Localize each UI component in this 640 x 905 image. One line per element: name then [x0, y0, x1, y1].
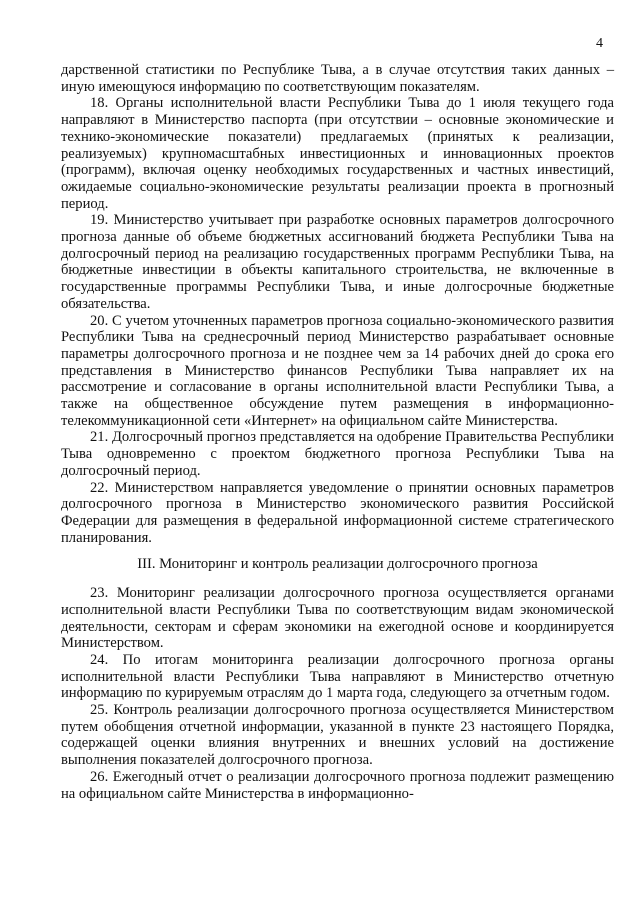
paragraph-23: 23. Мониторинг реализации долгосрочного прогноза осуществляется органами исполнительной власти Республики Тыва по соответствующим видам экономической деятельности, секторам и сферам экономики на ежегодной основе и координируется Министерством.	[61, 585, 614, 652]
paragraph-26: 26. Ежегодный отчет о реализации долгосрочного прогноза подлежит размещению на официальном сайте Министерства в информационно-	[61, 768, 614, 802]
document-body	[61, 62, 614, 802]
paragraph-21: 21. Долгосрочный прогноз представляется на одобрение Правительства Республики Тыва одновременно с проектом бюджетного прогноза Республики Тыва на долгосрочный период.	[61, 429, 614, 479]
paragraph-22: 22. Министерством направляется уведомление о принятии основных параметров долгосрочного прогноза в Министерство экономического развития Российской Федерации для размещения в федеральной информационной системе стратегического планирования.	[61, 479, 614, 546]
paragraph-20: 20. С учетом уточненных параметров прогноза социально-экономического развития Республики Тыва на среднесрочный период Министерство разрабатывает основные параметры долгосрочного прогноза и не позднее чем за 14 рабочих дней до срока его представления в Министерство финансов Республики Тыва направляет их на рассмотрение и согласование в органы исполнительной власти Республики Тыва, а также на общественное обсуждение путем размещения в информационно-телекоммуникационной сети «Интернет» на официальном сайте Министерства.	[61, 312, 614, 429]
section-heading: III. Мониторинг и контроль реализации долгосрочного прогноза	[137, 556, 538, 573]
paragraph-18: 18. Органы исполнительной власти Республики Тыва до 1 июля текущего года направляют в Министерство паспорта (при отсутствии – основные экономические и технико-экономические показатели) предлагаемых (принятых к реализации, реализуемых) крупномасштабных инвестиционных и инновационных проектов (программ), включая оценку необходимых государственных и частных инвестиций, ожидаемые социально-экономические результаты реализации проекта в прогнозный период.	[61, 95, 614, 212]
page-number: 4	[596, 36, 603, 51]
paragraph-continuation: дарственной статистики по Республике Тыва, а в случае отсутствия таких данных – иную имеющуюся информацию по соответствующим показателям.	[61, 62, 614, 95]
paragraph-19: 19. Министерство учитывает при разработке основных параметров долгосрочного прогноза данные об объеме бюджетных ассигнований бюджета Республики Тыва на долгосрочный период на реализацию государственных программ Республики Тыва, на бюджетные инвестиции в объекты капитального строительства, не включенные в государственные программы Республики Тыва, и иные долгосрочные бюджетные обязательства.	[61, 212, 614, 312]
paragraph-25: 25. Контроль реализации долгосрочного прогноза осуществляется Министерством путем обобщения отчетной информации, указанной в пункте 23 настоящего Порядка, содержащей оценки влияния внутренних и внешних условий на достижение выполнения показателей долгосрочного прогноза.	[61, 702, 614, 769]
paragraph-24: 24. По итогам мониторинга реализации долгосрочного прогноза органы исполнительной власти Республики Тыва направляют в Министерство отчетную информацию по курируемым отраслям до 1 марта года, следующего за отчетным годом.	[61, 651, 614, 702]
